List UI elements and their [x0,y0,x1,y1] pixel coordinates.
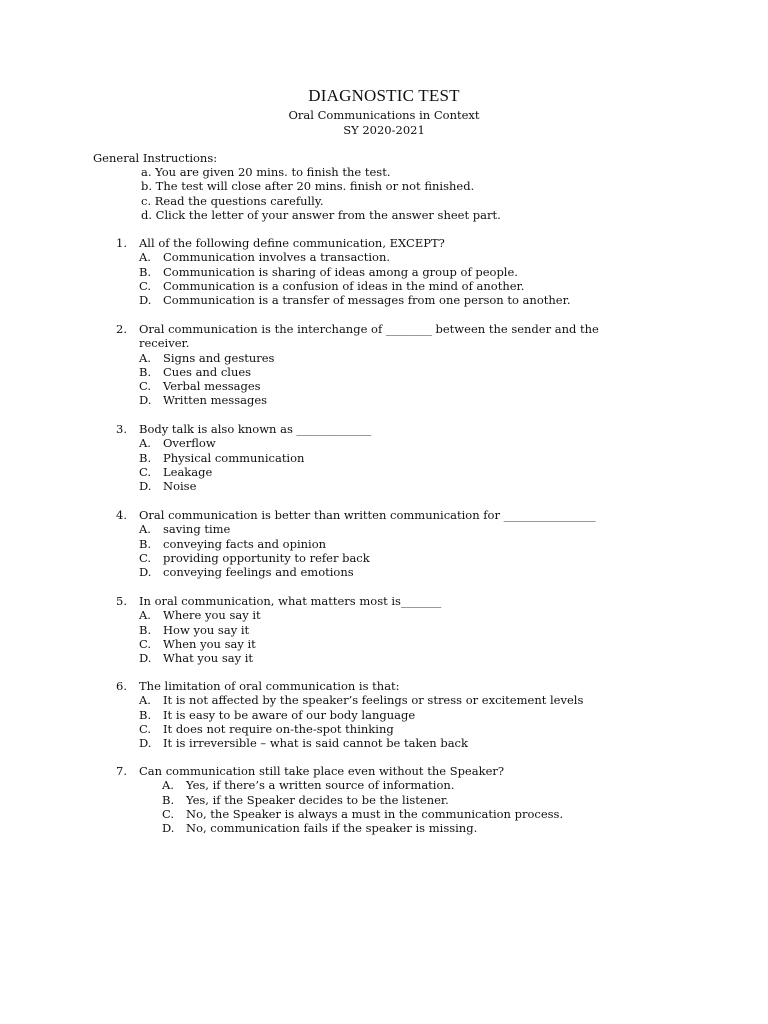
option-letter: D. [162,821,175,836]
option-item[interactable] [139,693,583,707]
instructions-list [141,165,501,222]
option-item[interactable] [139,393,274,407]
option-text: No, communication fails if the speaker is missing. [186,821,478,836]
option-text: It is easy to be aware of our body language [163,707,416,722]
option-letter: A. [139,693,151,708]
option-text: Communication is sharing of ideas among a group of people. [163,264,518,279]
option-text: Yes, if there’s a written source of information. [186,778,455,793]
option-letter: A. [139,608,151,623]
option-text: It is irreversible – what is said cannot be taken back [163,736,468,751]
option-letter: D. [139,293,152,308]
question-number: 2. [116,322,127,336]
option-text: saving time [163,522,231,537]
option-item[interactable] [139,293,570,307]
question-text: Can communication still take place even without the Speaker? [139,764,505,778]
option-item[interactable] [139,623,261,637]
option-item[interactable] [162,821,563,835]
option-item[interactable] [162,807,563,821]
option-text: Communication is a confusion of ideas in the mind of another. [163,278,525,293]
question-text: In oral communication, what matters most is_______ [139,594,442,608]
option-text: Signs and gestures [163,350,275,365]
option-letter: D. [139,565,152,580]
option-list [139,436,304,493]
option-letter: B. [139,536,152,551]
option-text: conveying feelings and emotions [163,565,354,580]
option-item[interactable] [139,537,370,551]
option-text: conveying facts and opinion [163,536,327,551]
option-letter: C. [139,550,152,565]
option-text: Written messages [163,393,268,408]
option-item[interactable] [139,651,261,665]
question-text: Oral communication is the interchange of ________ between the sender and the receiver. [139,322,599,351]
option-item[interactable] [139,279,570,293]
option-letter: D. [139,479,152,494]
option-list [139,250,570,307]
option-letter: B. [139,707,152,722]
question-text: All of the following define communication, EXCEPT? [139,236,445,250]
option-item[interactable] [139,736,583,750]
option-letter: B. [139,622,152,637]
question-text: Body talk is also known as _____________ [139,422,372,436]
option-list [139,351,274,408]
option-letter: D. [139,736,152,751]
option-item[interactable] [162,793,563,807]
option-letter: A. [139,350,151,365]
option-item[interactable] [139,479,304,493]
option-letter: B. [162,792,175,807]
option-text: How you say it [163,622,250,637]
option-item[interactable] [139,365,274,379]
option-item[interactable] [139,708,583,722]
option-letter: C. [162,806,175,821]
option-item[interactable] [139,465,304,479]
option-text: It is not affected by the speaker’s feelings or stress or excitement levels [163,693,584,708]
option-text: It does not require on-the-spot thinking [163,721,394,736]
option-letter: A. [162,778,174,793]
option-text: When you say it [163,636,256,651]
option-letter: A. [139,250,151,265]
instruction-item: c. Read the questions carefully. [141,193,324,208]
option-letter: A. [139,522,151,537]
option-item[interactable] [139,265,570,279]
question-number: 5. [116,594,127,608]
option-letter: C. [139,379,152,394]
option-letter: D. [139,393,152,408]
instructions-label: General Instructions: [93,151,218,165]
option-letter: C. [139,721,152,736]
option-text: Verbal messages [163,379,261,394]
option-text: providing opportunity to refer back [163,550,370,565]
option-item[interactable] [139,637,261,651]
option-letter: A. [139,436,151,451]
instruction-item: a. You are given 20 mins. to finish the test. [141,165,391,179]
instruction-item: d. Click the letter of your answer from the answer sheet part. [141,207,501,222]
option-text: Communication is a transfer of messages from one person to another. [163,293,571,308]
option-text: What you say it [163,651,254,666]
option-letter: C. [139,278,152,293]
option-item[interactable] [139,565,370,579]
option-item[interactable] [139,551,370,565]
option-item[interactable] [139,436,304,450]
option-text: Where you say it [163,608,261,623]
option-text: Yes, if the Speaker decides to be the listener. [186,792,449,807]
option-letter: D. [139,651,152,666]
option-item[interactable] [139,522,370,536]
option-letter: C. [139,464,152,479]
question-number: 6. [116,679,127,693]
option-text: Cues and clues [163,364,252,379]
question-number: 4. [116,508,127,522]
document-subject: Oral Communications in Context [288,108,480,122]
option-item[interactable] [139,250,570,264]
option-item[interactable] [162,778,563,792]
question-number: 1. [116,236,127,250]
option-letter: B. [139,364,152,379]
option-item[interactable] [139,608,261,622]
instruction-item: b. The test will close after 20 mins. finish or not finished. [141,179,475,194]
option-letter: B. [139,450,152,465]
option-item[interactable] [139,451,304,465]
option-letter: B. [139,264,152,279]
option-text: Communication involves a transaction. [163,250,391,265]
question-text: Oral communication is better than written communication for ________________ [139,508,596,522]
option-item[interactable] [139,379,274,393]
document-school-year: SY 2020-2021 [343,123,425,137]
option-text: Physical communication [163,450,305,465]
option-letter: C. [139,636,152,651]
option-text: Noise [163,479,197,494]
option-list [162,778,563,835]
option-list [139,693,583,750]
option-list [139,522,370,579]
document-title: DIAGNOSTIC TEST [308,86,460,105]
option-item[interactable] [139,351,274,365]
option-text: No, the Speaker is always a must in the communication process. [186,806,564,821]
question-text: The limitation of oral communication is that: [139,679,400,693]
option-item[interactable] [139,722,583,736]
question-number: 3. [116,422,127,436]
option-list [139,608,261,665]
option-text: Leakage [163,464,213,479]
option-text: Overflow [163,436,216,451]
question-number: 7. [116,764,127,778]
